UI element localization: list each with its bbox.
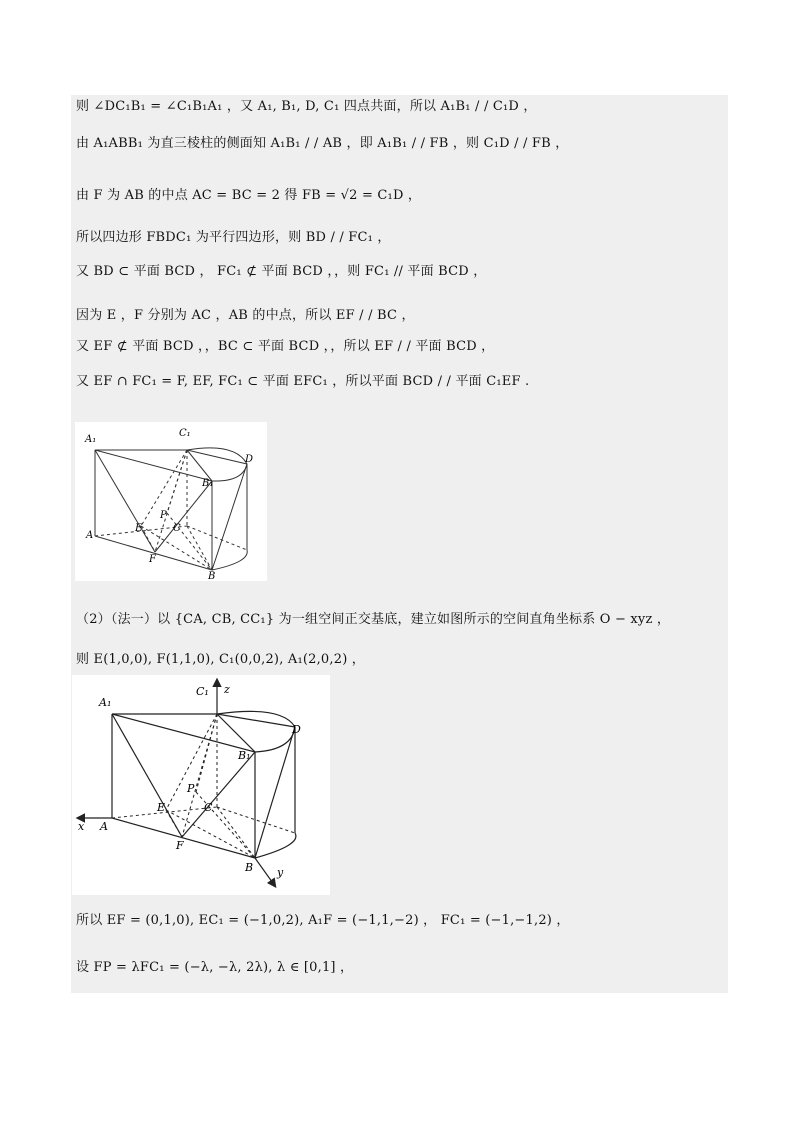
fig2-label-D: D: [292, 723, 301, 736]
fig2-label-B: B: [245, 861, 254, 874]
text-line-2: 由 A₁ABB₁ 为直三棱柱的侧面知 A₁B₁ / / AB ，即 A₁B₁ / / FB ，则 C₁D / / FB ，: [76, 136, 569, 151]
text-line-3: 由 F 为 AB 的中点 AC = BC = 2 得 FB = √2 = C₁D ，: [76, 188, 422, 203]
fig1-label-B: B: [208, 571, 216, 581]
fig1-label-B1: B₁: [202, 478, 214, 489]
text-line-10: 则 E(1,0,0), F(1,1,0), C₁(0,0,2), A₁(2,0,2) ，: [76, 652, 366, 667]
fig1-label-C1: C₁: [179, 428, 191, 439]
fig1-label-E: E: [135, 523, 143, 534]
fig1-label-A1: A₁: [85, 434, 97, 445]
text-line-11: 所以 EF = (0,1,0), EC₁ = (−1,0,2), A₁F = (−1,1,−2) ， FC₁ = (−1,−1,2) ，: [76, 913, 570, 928]
fig2-label-A: A: [100, 820, 108, 833]
text-line-1: 则 ∠DC₁B₁ = ∠C₁B₁A₁ ，又 A₁, B₁, D, C₁ 四点共面，所以 A₁B₁ / / C₁D ，: [76, 99, 537, 114]
fig2-label-B1: B₁: [238, 749, 251, 762]
fig2-label-z: z: [224, 683, 230, 696]
figure-1-drawing: [75, 422, 267, 581]
text-line-12: 设 FP = λFC₁ = (−λ, −λ, 2λ), λ ∈ [0,1] ，: [76, 960, 354, 975]
figure-1: [75, 422, 267, 581]
fig2-label-A1: A₁: [99, 696, 112, 709]
figure-2: [72, 675, 330, 895]
text-line-9: （2）（法一）以 {CA, CB, CC₁} 为一组空间正交基底，建立如图所示的空间直角坐标系 O − xyz ，: [76, 612, 671, 627]
fig2-label-x: x: [78, 820, 85, 833]
fig2-label-E: E: [157, 801, 166, 814]
fig1-label-F: F: [149, 554, 156, 565]
fig1-label-C: C: [173, 523, 181, 534]
text-line-5: 又 BD ⊂ 平面 BCD ， FC₁ ⊄ 平面 BCD ，，则 FC₁ // 平面 BCD ，: [76, 264, 487, 279]
fig2-label-C1: C₁: [196, 685, 209, 698]
fig1-label-A: A: [86, 530, 94, 541]
fig2-label-F: F: [176, 839, 184, 852]
text-line-8: 又 EF ∩ FC₁ = F, EF, FC₁ ⊂ 平面 EFC₁ ，所以平面 BCD / / 平面 C₁EF .: [76, 374, 530, 389]
text-line-4: 所以四边形 FBDC₁ 为平行四边形，则 BD / / FC₁ ，: [76, 230, 391, 245]
fig2-label-P: P: [187, 782, 195, 795]
fig1-label-P: P: [160, 510, 167, 521]
fig1-label-D: D: [245, 454, 254, 465]
figure-2-drawing: [72, 675, 330, 895]
text-line-6: 因为 E ，F 分别为 AC ，AB 的中点，所以 EF / / BC ，: [76, 308, 415, 323]
fig2-label-C: C: [204, 801, 213, 814]
text-line-7: 又 EF ⊄ 平面 BCD ，，BC ⊂ 平面 BCD ，，所以 EF / / 平面 BCD ，: [76, 339, 495, 354]
fig2-label-y: y: [277, 866, 284, 879]
